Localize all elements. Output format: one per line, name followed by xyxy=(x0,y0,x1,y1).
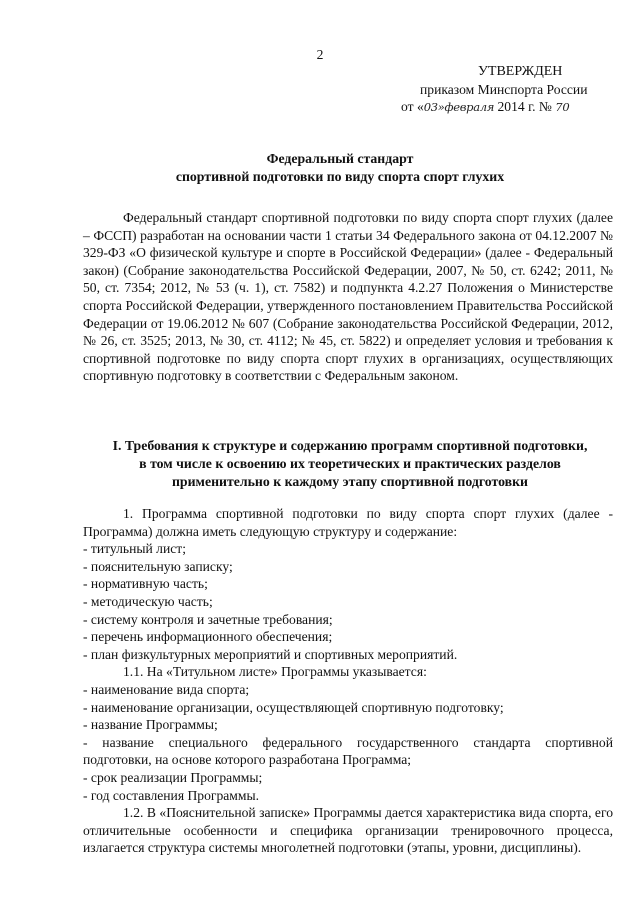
section-heading-line-1: I. Требования к структуре и содержанию программ спортивной подготовки, xyxy=(112,438,588,453)
handwritten-date: 03»февраля xyxy=(423,100,495,115)
handwritten-number: 70 xyxy=(555,100,570,115)
approval-title: УТВЕРЖДЕН xyxy=(478,64,563,79)
intro-paragraph xyxy=(83,209,613,385)
list-item: - титульный лист; xyxy=(83,541,186,557)
point-1-2: 1.2. В «Пояснительной записке» Программы дается характеристика вида спорта, его отличительные особенности и специфика организации тренировочного процесса, излагается структура системы многолетней подготовки (этапы, уровни, дисциплины). xyxy=(83,805,613,856)
requirements-list xyxy=(83,505,613,857)
list-item: - пояснительную записку; xyxy=(83,558,233,574)
list-item: - наименование вида спорта; xyxy=(83,681,250,697)
list-item: - перечень информационного обеспечения; xyxy=(83,629,333,645)
list-item: - год составления Программы. xyxy=(83,787,260,803)
list-item: - срок реализации Программы; xyxy=(83,769,263,785)
approval-block xyxy=(400,63,630,117)
approval-order: приказом Минспорта России xyxy=(420,81,588,97)
list-item: - систему контроля и зачетные требования; xyxy=(83,611,333,627)
section-heading-line-3: применительно к каждому этапу спортивной подготовки xyxy=(171,474,528,489)
list-item: - наименование организации, осуществляющей спортивную подготовку; xyxy=(83,699,504,715)
standard-title xyxy=(60,150,620,186)
approval-year: 2014 г. № xyxy=(494,99,552,115)
standard-title-line-2: спортивной подготовки по виду спорта спорт глухих xyxy=(175,169,505,184)
page-number: 2 xyxy=(316,47,324,62)
section-heading xyxy=(80,437,620,491)
intro-text: Федеральный стандарт спортивной подготовки по виду спорта спорт глухих (далее – ФССП) разработан на основании части 1 статьи 34 Федерального закона от 04.12.2007 № 329-ФЗ «О физической культуре и спорте в Российской Федерации» (далее - Федеральный закон) (Собрание законодательства Российской Федерации, 2007, № 50, ст. 6242; 2011, № 50, ст. 7354; 2012, № 53 (ч. 1), ст. 7582) и подпункта 4.2.27 Положения о Министерстве спорта Российской Федерации, утвержденного постановлением Правительства Российской Федерации от 19.06.2012 № 607 (Собрание законодательства Российской Федерации, 2012, № 26, ст. 3525; 2013, № 30, ст. 4112; № 45, ст. 5822) и определяет условия и требования к спортивной подготовке по виду спорта спорт глухих в организациях, осуществляющих спортивную подготовку в соответствии с Федеральным законом. xyxy=(83,210,613,384)
standard-title-line-1: Федеральный стандарт xyxy=(266,151,414,166)
list-item: - методическую часть; xyxy=(83,593,213,609)
list-item: - название Программы; xyxy=(83,717,218,733)
list-item: - название специального федерального государственного стандарта спортивной подготовки, на основе которого разработана Программа; xyxy=(83,734,613,768)
point-1-1: 1.1. На «Титульном листе» Программы указывается: xyxy=(123,664,427,680)
point-1: 1. Программа спортивной подготовки по виду спорта спорт глухих (далее - Программа) должна иметь следующую структуру и содержание: xyxy=(83,506,613,539)
list-item: - план физкультурных мероприятий и спортивных мероприятий. xyxy=(83,646,458,662)
date-prefix: от « xyxy=(401,99,424,115)
section-heading-line-2: в том числе к освоению их теоретических и практических разделов xyxy=(139,456,561,471)
approval-date-line xyxy=(400,98,630,117)
list-item: - нормативную часть; xyxy=(83,576,208,592)
